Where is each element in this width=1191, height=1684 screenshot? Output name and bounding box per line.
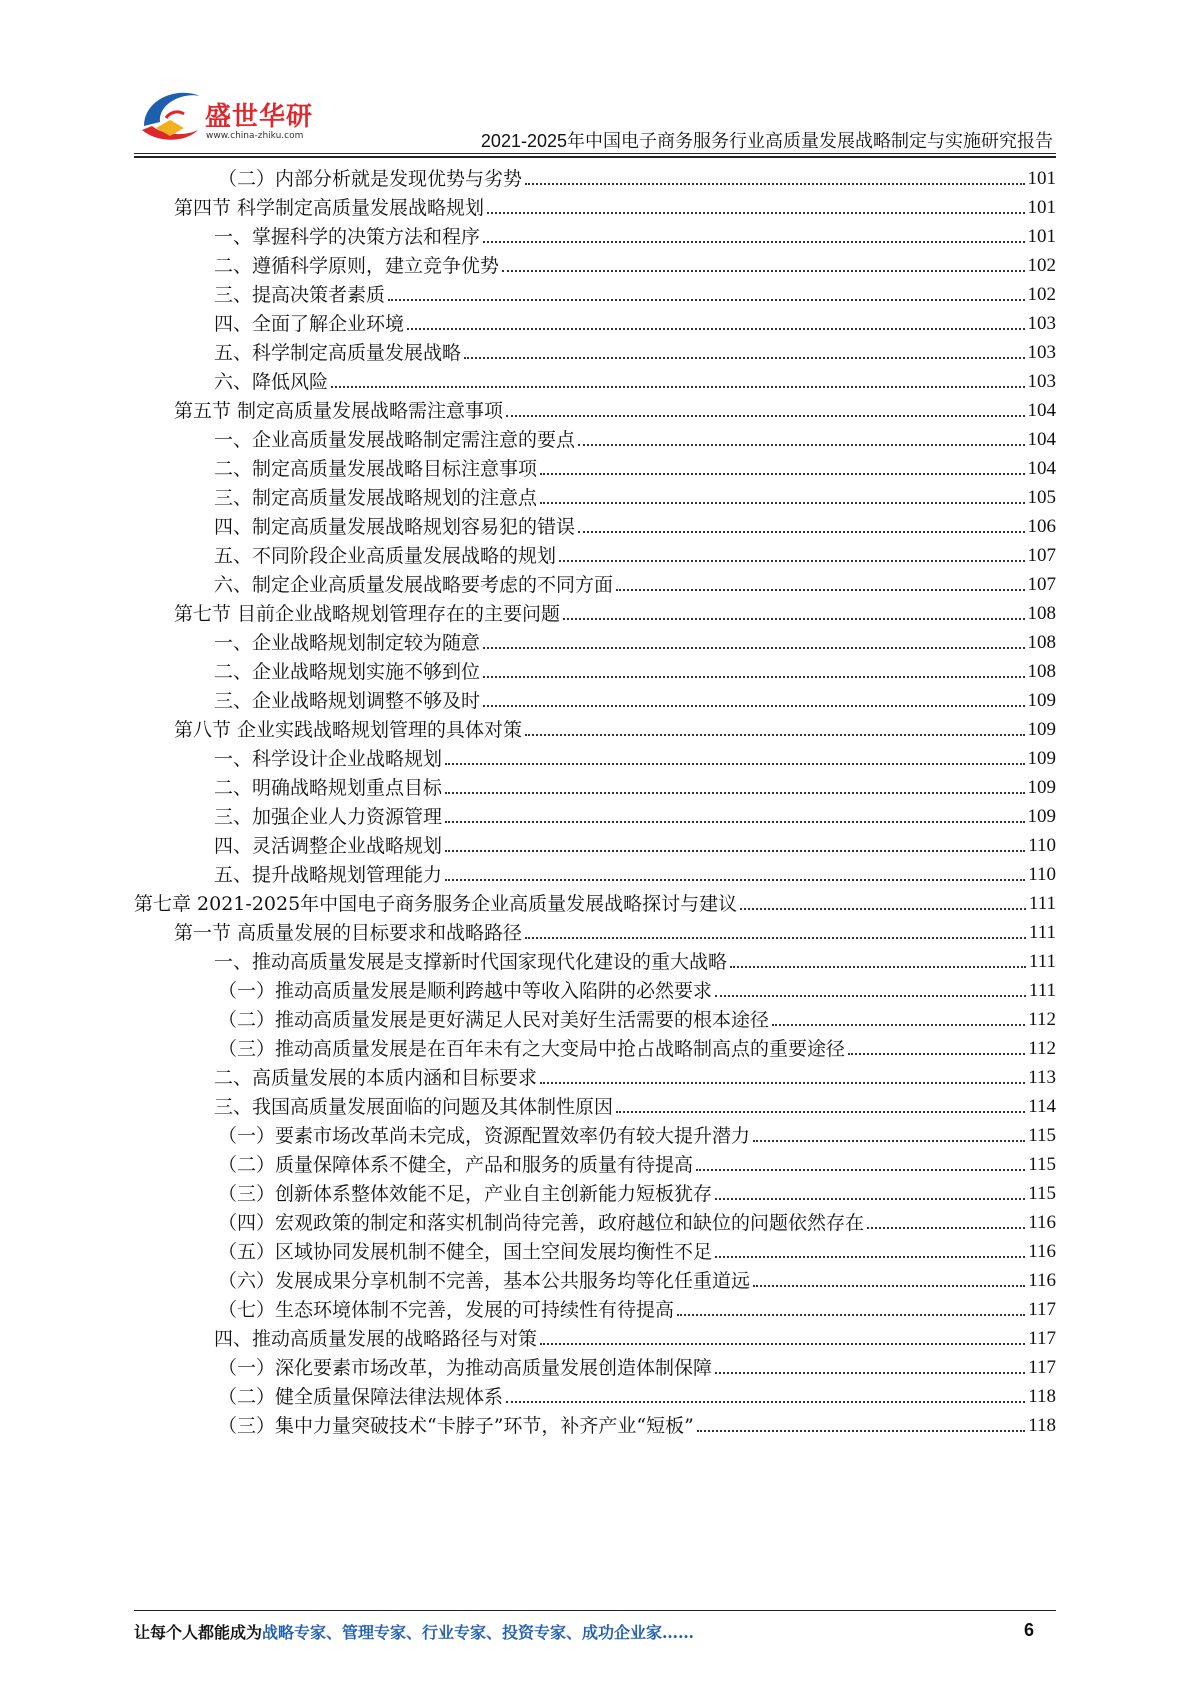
toc-entry-title: 第五节 制定高质量发展战略需注意事项 (174, 400, 504, 422)
toc-entry-page: 108 (1027, 603, 1056, 624)
toc-dot-leader (696, 1169, 1025, 1171)
toc-entry-page: 111 (1028, 980, 1056, 1001)
toc-entry-page: 109 (1027, 806, 1056, 827)
toc-entry[interactable] (218, 1146, 1056, 1176)
toc-entry-title: 六、制定企业高质量发展战略要考虑的不同方面 (214, 574, 614, 596)
toc-entry-page: 108 (1027, 661, 1056, 682)
toc-dot-leader (677, 1314, 1025, 1316)
toc-entry[interactable] (218, 1001, 1056, 1031)
toc-entry[interactable] (218, 1378, 1056, 1408)
toc-dot-leader (331, 386, 1024, 388)
toc-dot-leader (867, 1227, 1025, 1229)
toc-entry[interactable] (214, 827, 1056, 857)
toc-entry-title: 二、高质量发展的本质内涵和目标要求 (214, 1067, 538, 1089)
toc-entry-page: 109 (1027, 690, 1056, 711)
toc-entry[interactable] (214, 1088, 1056, 1118)
toc-entry-page: 112 (1028, 1038, 1056, 1059)
toc-entry[interactable] (214, 479, 1056, 509)
toc-dot-leader (730, 966, 1026, 968)
toc-entry-title: 三、企业战略规划调整不够及时 (214, 690, 481, 712)
brand-url: www.china-zhiku.com (206, 131, 304, 141)
toc-dot-leader (445, 763, 1024, 765)
toc-entry-page: 115 (1028, 1154, 1056, 1175)
toc-entry-title: 四、灵活调整企业战略规划 (214, 835, 443, 857)
toc-entry[interactable] (214, 363, 1056, 393)
toc-entry-title: （一）推动高质量发展是顺利跨越中等收入陷阱的必然要求 (218, 980, 713, 1002)
toc-entry-title: 二、制定高质量发展战略目标注意事项 (214, 458, 538, 480)
toc-entry-title: 四、制定高质量发展战略规划容易犯的错误 (214, 516, 576, 538)
toc-entry-page: 118 (1028, 1415, 1056, 1436)
toc-dot-leader (559, 560, 1024, 562)
toc-dot-leader (563, 618, 1024, 620)
header-divider (134, 153, 1056, 154)
toc-dot-leader (525, 734, 1024, 736)
toc-dot-leader (578, 531, 1024, 533)
toc-entry-page: 101 (1027, 168, 1056, 189)
toc-entry-title: 一、企业战略规划制定较为随意 (214, 632, 481, 654)
toc-entry-page: 109 (1027, 719, 1056, 740)
toc-dot-leader (445, 792, 1024, 794)
toc-entry-page: 103 (1027, 313, 1056, 334)
toc-entry-title: 五、提升战略规划管理能力 (214, 864, 443, 886)
toc-entry-title: 第一节 高质量发展的目标要求和战略路径 (174, 922, 523, 944)
toc-dot-leader (407, 328, 1024, 330)
toc-entry-title: 一、科学设计企业战略规划 (214, 748, 443, 770)
toc-entry-title: 四、全面了解企业环境 (214, 313, 405, 335)
page-footer (134, 1620, 1056, 1648)
toc-entry-page: 102 (1027, 255, 1056, 276)
toc-entry[interactable] (214, 421, 1056, 451)
toc-entry-page: 116 (1028, 1241, 1056, 1262)
toc-entry-title: （二）健全质量保障法律法规体系 (218, 1386, 504, 1408)
toc-entry[interactable] (214, 1059, 1056, 1089)
toc-entry-title: 五、不同阶段企业高质量发展战略的规划 (214, 545, 557, 567)
toc-entry[interactable] (214, 856, 1056, 886)
toc-dot-leader (525, 183, 1024, 185)
toc-entry[interactable] (214, 276, 1056, 306)
toc-dot-leader (772, 1024, 1025, 1026)
toc-entry-page: 105 (1027, 487, 1056, 508)
toc-entry-title: 第四节 科学制定高质量发展战略规划 (174, 197, 485, 219)
toc-entry-page: 111 (1028, 951, 1056, 972)
toc-entry-title: 二、企业战略规划实施不够到位 (214, 661, 481, 683)
toc-dot-leader (502, 270, 1024, 272)
toc-entry-page: 107 (1027, 574, 1056, 595)
footer-slogan-prefix: 让每个人都能成为 (134, 1623, 263, 1642)
toc-entry-page: 115 (1028, 1183, 1056, 1204)
toc-entry[interactable] (214, 218, 1056, 248)
toc-dot-leader (464, 357, 1024, 359)
toc-entry[interactable] (218, 1407, 1056, 1437)
toc-entry-page: 104 (1027, 458, 1056, 479)
toc-entry[interactable] (214, 943, 1056, 973)
toc-entry-page: 117 (1028, 1299, 1056, 1320)
toc-entry-page: 101 (1027, 226, 1056, 247)
page-number: 6 (1023, 1620, 1034, 1640)
toc-entry-page: 109 (1027, 748, 1056, 769)
toc-entry-page: 116 (1028, 1212, 1056, 1233)
toc-entry-title: （五）区域协同发展机制不健全，国土空间发展均衡性不足 (218, 1241, 713, 1263)
toc-entry[interactable] (218, 1204, 1056, 1234)
toc-entry-title: 三、加强企业人力资源管理 (214, 806, 443, 828)
toc-entry-page: 109 (1027, 777, 1056, 798)
toc-dot-leader (540, 502, 1024, 504)
toc-entry-title: （二）内部分析就是发现优势与劣势 (218, 168, 523, 190)
toc-dot-leader (445, 879, 1025, 881)
toc-dot-leader (616, 589, 1024, 591)
toc-entry-title: 一、掌握科学的决策方法和程序 (214, 226, 481, 248)
toc-entry[interactable] (218, 1291, 1056, 1321)
toc-dot-leader (388, 299, 1024, 301)
toc-dot-leader (445, 850, 1025, 852)
toc-dot-leader (506, 1401, 1025, 1403)
toc-entry[interactable] (214, 769, 1056, 799)
toc-dot-leader (753, 1140, 1025, 1142)
toc-dot-leader (483, 676, 1024, 678)
toc-entry-page: 106 (1027, 516, 1056, 537)
toc-entry-page: 101 (1027, 197, 1056, 218)
toc-entry[interactable] (174, 189, 1056, 219)
toc-entry-page: 118 (1028, 1386, 1056, 1407)
toc-dot-leader (753, 1285, 1025, 1287)
toc-entry-title: 第七节 目前企业战略规划管理存在的主要问题 (174, 603, 561, 625)
toc-entry-title: （三）推动高质量发展是在百年未有之大变局中抢占战略制高点的重要途径 (218, 1038, 846, 1060)
toc-entry[interactable] (218, 1233, 1056, 1263)
toc-dot-leader (715, 1198, 1025, 1200)
toc-entry[interactable] (174, 392, 1056, 422)
toc-dot-leader (445, 821, 1024, 823)
toc-entry[interactable] (218, 1262, 1056, 1292)
toc-dot-leader (506, 415, 1024, 417)
toc-dot-leader (715, 1256, 1025, 1258)
toc-dot-leader (697, 1430, 1025, 1432)
toc-entry[interactable] (134, 885, 1056, 915)
toc-entry[interactable] (214, 247, 1056, 277)
toc-entry-title: （一）要素市场改革尚未完成，资源配置效率仍有较大提升潜力 (218, 1125, 751, 1147)
toc-entry[interactable] (214, 537, 1056, 567)
toc-entry[interactable] (214, 740, 1056, 770)
toc-entry[interactable] (214, 682, 1056, 712)
toc-entry-page: 117 (1028, 1357, 1056, 1378)
toc-entry-title: （三）集中力量突破技术“卡脖子”环节，补齐产业“短板” (218, 1415, 694, 1437)
toc-entry-page: 115 (1028, 1125, 1056, 1146)
toc-entry-title: （二）质量保障体系不健全，产品和服务的质量有待提高 (218, 1154, 694, 1176)
toc-entry-title: （三）创新体系整体效能不足，产业自主创新能力短板犹存 (218, 1183, 713, 1205)
toc-entry[interactable] (214, 798, 1056, 828)
toc-entry-title: 三、我国高质量发展面临的问题及其体制性原因 (214, 1096, 614, 1118)
document-title: 2021-2025年中国电子商务服务行业高质量发展战略制定与实施研究报告 (480, 131, 1053, 151)
toc-entry-title: 三、提高决策者素质 (214, 284, 386, 306)
toc-entry[interactable] (214, 566, 1056, 596)
toc-entry[interactable] (174, 711, 1056, 741)
toc-dot-leader (715, 1372, 1025, 1374)
toc-dot-leader (525, 937, 1026, 939)
toc-dot-leader (740, 908, 1026, 910)
toc-entry[interactable] (174, 595, 1056, 625)
toc-entry-page: 102 (1027, 284, 1056, 305)
toc-entry-title: （一）深化要素市场改革，为推动高质量发展创造体制保障 (218, 1357, 713, 1379)
toc-entry-title: 第八节 企业实践战略规划管理的具体对策 (174, 719, 523, 741)
brand-name: 盛世华研 (205, 102, 314, 132)
toc-entry-title: 第七章 2021-2025年中国电子商务服务企业高质量发展战略探讨与建议 (134, 893, 738, 915)
toc-entry[interactable] (214, 334, 1056, 364)
toc-entry[interactable] (214, 653, 1056, 683)
toc-dot-leader (483, 705, 1024, 707)
toc-entry[interactable] (214, 1320, 1056, 1350)
toc-dot-leader (540, 1343, 1025, 1345)
header-divider-thick (134, 156, 1056, 158)
footer-divider (134, 1610, 1056, 1611)
toc-entry[interactable] (214, 508, 1056, 538)
toc-dot-leader (487, 212, 1024, 214)
toc-entry-page: 107 (1027, 545, 1056, 566)
toc-entry[interactable] (214, 624, 1056, 654)
toc-entry[interactable] (218, 160, 1056, 190)
toc-entry-title: 四、推动高质量发展的战略路径与对策 (214, 1328, 538, 1350)
toc-dot-leader (578, 444, 1024, 446)
toc-dot-leader (540, 1082, 1025, 1084)
toc-entry[interactable] (218, 1030, 1056, 1060)
toc-entry-page: 113 (1028, 1067, 1056, 1088)
toc-entry-title: （四）宏观政策的制定和落实机制尚待完善，政府越位和缺位的问题依然存在 (218, 1212, 865, 1234)
toc-entry[interactable] (174, 914, 1056, 944)
toc-entry-page: 104 (1027, 400, 1056, 421)
toc-entry[interactable] (218, 1117, 1056, 1147)
toc-dot-leader (616, 1111, 1025, 1113)
toc-entry-page: 111 (1028, 922, 1056, 943)
toc-entry-title: 一、推动高质量发展是支撑新时代国家现代化建设的重大战略 (214, 951, 728, 973)
toc-dot-leader (715, 995, 1026, 997)
toc-entry-page: 104 (1027, 429, 1056, 450)
toc-entry-title: （七）生态环境体制不完善，发展的可持续性有待提高 (218, 1299, 675, 1321)
toc-entry-page: 110 (1028, 864, 1056, 885)
toc-entry-title: 二、明确战略规划重点目标 (214, 777, 443, 799)
toc-entry-title: 六、降低风险 (214, 371, 329, 393)
toc-entry-page: 116 (1028, 1270, 1056, 1291)
toc-dot-leader (540, 473, 1024, 475)
toc-entry-title: 一、企业高质量发展战略制定需注意的要点 (214, 429, 576, 451)
toc-entry-page: 112 (1028, 1009, 1056, 1030)
toc-dot-leader (483, 241, 1024, 243)
toc-dot-leader (483, 647, 1024, 649)
toc-entry[interactable] (218, 1349, 1056, 1379)
toc-entry-title: 二、遵循科学原则，建立竞争优势 (214, 255, 500, 277)
footer-slogan-highlight: 战略专家、管理专家、行业专家、投资专家、成功企业家…… (262, 1623, 695, 1642)
toc-entry-title: （二）推动高质量发展是更好满足人民对美好生活需要的根本途径 (218, 1009, 770, 1031)
toc-entry[interactable] (218, 972, 1056, 1002)
page-header (0, 0, 1191, 160)
toc-entry-page: 117 (1028, 1328, 1056, 1349)
toc-entry-page: 103 (1027, 371, 1056, 392)
toc-entry-title: 五、科学制定高质量发展战略 (214, 342, 462, 364)
toc-entry[interactable] (214, 450, 1056, 480)
toc-entry-title: 三、制定高质量发展战略规划的注意点 (214, 487, 538, 509)
toc-entry-page: 103 (1027, 342, 1056, 363)
toc-entry-page: 108 (1027, 632, 1056, 653)
toc-entry[interactable] (214, 305, 1056, 335)
toc-entry-page: 110 (1028, 835, 1056, 856)
toc-entry[interactable] (218, 1175, 1056, 1205)
toc-entry-title: （六）发展成果分享机制不完善，基本公共服务均等化任重道远 (218, 1270, 751, 1292)
toc-entry-page: 114 (1028, 1096, 1056, 1117)
toc-dot-leader (848, 1053, 1025, 1055)
toc-entry-page: 111 (1028, 893, 1056, 914)
